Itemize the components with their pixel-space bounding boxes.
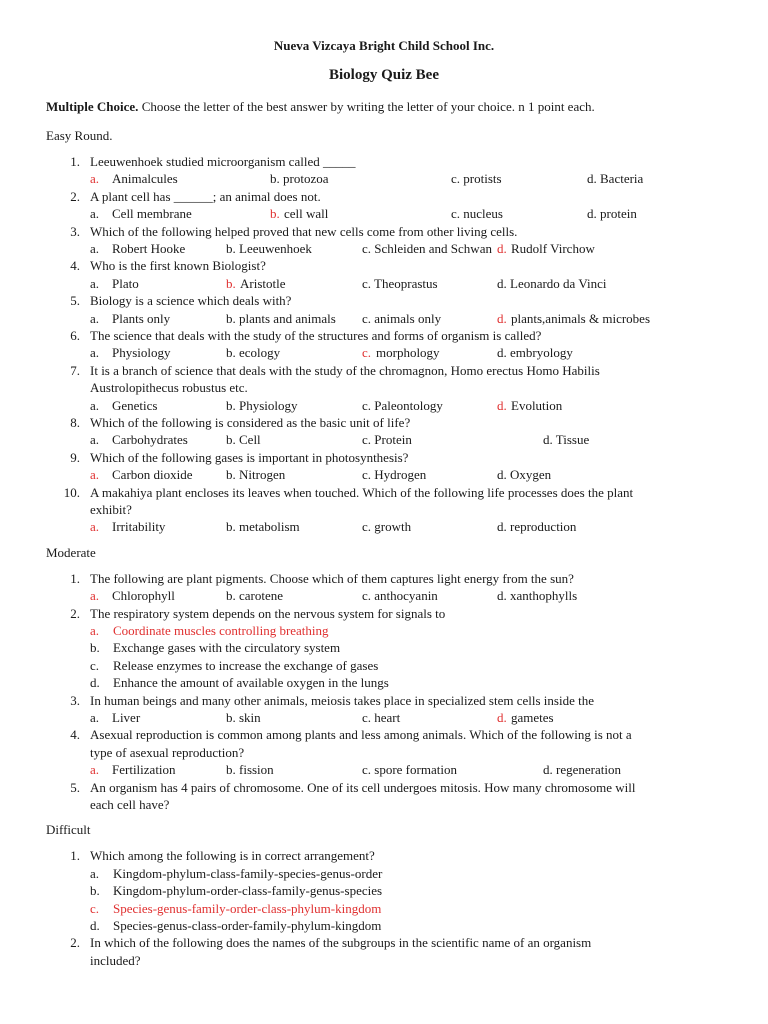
question-number: 2.: [70, 605, 80, 621]
choice-row: [0, 518, 768, 535]
choice-text: b. Leeuwenhoek: [226, 241, 312, 256]
question-number: 7.: [70, 362, 80, 378]
choice-option[interactable]: [90, 275, 139, 292]
choice-text: b. skin: [226, 709, 261, 725]
choice-row: [0, 466, 768, 483]
choice-text: d. Bacteria: [587, 171, 644, 187]
choice-text: c. nucleus: [451, 206, 503, 222]
question-text-line: The science that deals with the study of the structures and forms of organism is called?: [90, 327, 542, 343]
choice-letter: a.: [90, 171, 100, 187]
choice-option[interactable]: [0, 865, 768, 882]
choice-option[interactable]: [90, 310, 170, 327]
choice-text: c. animals only: [362, 310, 442, 326]
choice-letter: a.: [90, 432, 100, 448]
question-text-line: Who is the first known Biologist?: [90, 258, 266, 274]
choice-option[interactable]: [362, 466, 426, 483]
question-text-line: Which of the following helped proved that new cells come from other living cells.: [90, 223, 518, 239]
choice-option[interactable]: [451, 170, 502, 187]
choice-option[interactable]: [362, 761, 457, 778]
question: [0, 934, 768, 969]
quiz-content: [0, 125, 768, 969]
section-heading: Easy Round.: [46, 128, 113, 143]
choice-option[interactable]: [270, 205, 328, 222]
choice-text: b. Nitrogen: [226, 467, 286, 483]
choice-text: c. growth: [362, 519, 412, 535]
choice-text: cell wall: [284, 206, 329, 222]
choice-text: c. protists: [451, 171, 502, 187]
choice-option[interactable]: [451, 205, 503, 222]
question-text-line: The respiratory system depends on the nervous system for signals to: [90, 605, 446, 621]
question-number: 8.: [70, 414, 80, 430]
choice-letter: a.: [90, 310, 100, 326]
choice-option[interactable]: [497, 344, 573, 361]
choice-text: Irritability: [112, 519, 166, 535]
question-text-line: In which of the following does the names of the subgroups in the scientific name of an organism: [90, 935, 592, 951]
choice-option[interactable]: [226, 761, 274, 778]
choice-option[interactable]: [90, 170, 178, 187]
choice-text: Liver: [112, 709, 141, 725]
choice-option[interactable]: [0, 674, 768, 691]
choice-option[interactable]: [497, 518, 576, 535]
choice-text: Physiology: [112, 345, 171, 361]
question-text-line: Which of the following is considered as the basic unit of life?: [90, 414, 411, 430]
choice-text: c. anthocyanin: [362, 588, 438, 604]
question-number: 3.: [70, 223, 80, 239]
question: [0, 726, 768, 761]
choice-option[interactable]: [90, 761, 176, 778]
question-text-line: It is a branch of science that deals with the study of the chromagnon, Homo erectus Homo Habilis: [90, 362, 600, 378]
question: [0, 570, 768, 587]
choice-letter: d.: [497, 397, 507, 413]
choice-text: c. Hydrogen: [362, 467, 427, 483]
choice-option[interactable]: [362, 275, 438, 292]
question: [0, 484, 768, 519]
choice-row: [0, 397, 768, 414]
choice-text: d. protein: [587, 206, 637, 222]
choice-option[interactable]: [362, 344, 440, 361]
choice-text: Aristotle: [240, 275, 286, 291]
choice-text: Animalcules: [112, 171, 178, 187]
section-gap: [0, 840, 768, 847]
choice-text: Kingdom-phylum-class-family-species-genus-order: [113, 865, 383, 881]
choice-option[interactable]: [90, 587, 175, 604]
choice-option[interactable]: [0, 882, 768, 899]
choice-option[interactable]: [270, 170, 328, 187]
choice-option[interactable]: [226, 397, 298, 414]
choice-letter: a.: [90, 467, 100, 483]
choice-option[interactable]: [90, 205, 192, 222]
choice-option[interactable]: [362, 709, 400, 726]
question-number: 5.: [70, 779, 80, 795]
choice-option[interactable]: [226, 518, 300, 535]
question: [0, 779, 768, 814]
choice-row: [0, 275, 768, 292]
question-text-line: Which among the following is in correct arrangement?: [90, 848, 375, 864]
choice-text: c. Paleontology: [362, 397, 443, 413]
choice-option[interactable]: [90, 709, 140, 726]
choice-option[interactable]: [226, 240, 312, 257]
choice-option[interactable]: [226, 587, 283, 604]
choice-letter: b.: [90, 640, 100, 656]
quiz-title: Biology Quiz Bee: [329, 67, 439, 83]
choice-option[interactable]: [497, 587, 577, 604]
choice-option[interactable]: [0, 622, 768, 639]
choice-option[interactable]: [497, 709, 554, 726]
question: [0, 692, 768, 709]
choice-text: Plants only: [112, 310, 171, 326]
choice-text: b. carotene: [226, 588, 284, 604]
choice-option[interactable]: [0, 657, 768, 674]
question: [0, 292, 768, 309]
choice-text: Chlorophyll: [112, 588, 175, 604]
choice-text: d. xanthophylls: [497, 588, 578, 604]
choice-letter: a.: [90, 345, 100, 361]
choice-letter: a.: [90, 622, 100, 638]
question-number: 5.: [70, 293, 80, 309]
choice-option[interactable]: [90, 397, 157, 414]
choice-option[interactable]: [90, 344, 171, 361]
choice-letter: d.: [497, 709, 507, 725]
choice-option[interactable]: [90, 431, 188, 448]
choice-text: Plato: [112, 275, 139, 291]
question-text-line: Asexual reproduction is common among plants and less among animals. Which of the following is not a: [90, 727, 632, 743]
question-text-line: Leeuwenhoek studied microorganism called _____: [90, 154, 356, 169]
question-text-line: Which of the following gases is important in photosynthesis?: [90, 449, 409, 465]
question: [0, 414, 768, 431]
question-number: 2.: [70, 935, 80, 951]
question-text-line: A makahiya plant encloses its leaves when touched. Which of the following life processes does the plant: [90, 484, 634, 500]
choice-text: Kingdom-phylum-order-class-family-genus-species: [113, 883, 383, 899]
choice-option[interactable]: [0, 639, 768, 656]
choice-option[interactable]: [0, 917, 768, 934]
choice-letter: c.: [90, 900, 100, 916]
choice-text: Carbon dioxide: [112, 467, 193, 483]
question-text-line: Biology is a science which deals with?: [90, 293, 292, 309]
choice-letter: c.: [90, 657, 100, 673]
choice-text: Species-genus-family-order-class-phylum-kingdom: [113, 900, 382, 916]
question: [0, 153, 768, 170]
question: [0, 362, 768, 397]
choice-text: Carbohydrates: [112, 432, 188, 448]
choice-text: Exchange gases with the circulatory system: [113, 640, 341, 656]
choice-letter: a.: [90, 397, 100, 413]
instructions-label: Multiple Choice.: [46, 99, 139, 114]
choice-option[interactable]: [362, 240, 492, 257]
choice-row: [0, 709, 768, 726]
choice-text: Species-genus-class-order-family-phylum-kingdom: [113, 917, 382, 933]
question: [0, 605, 768, 622]
choice-option[interactable]: [226, 709, 261, 726]
choice-letter: d.: [90, 917, 100, 933]
choice-letter: b.: [226, 275, 236, 291]
choice-option[interactable]: [90, 518, 165, 535]
choice-letter: b.: [90, 883, 100, 899]
choice-option[interactable]: [497, 397, 562, 414]
section-heading: Difficult: [46, 822, 91, 838]
choice-option[interactable]: [0, 900, 768, 917]
question-text-line: An organism has 4 pairs of chromosome. One of its cell undergoes mitosis. How many chromosome will: [90, 779, 636, 795]
choice-text: d. Oxygen: [497, 467, 552, 483]
choice-row: [0, 344, 768, 361]
question-number: 4.: [70, 258, 80, 274]
choice-text: Enhance the amount of available oxygen in the lungs: [113, 675, 389, 691]
choice-letter: d.: [90, 675, 100, 691]
choice-letter: d.: [497, 310, 507, 326]
section-gap: [0, 146, 768, 153]
choice-option[interactable]: [497, 275, 606, 292]
choice-option[interactable]: [226, 275, 286, 292]
choice-text: b. plants and animals: [226, 310, 336, 326]
choice-text: b. ecology: [226, 345, 281, 361]
question-text-line: The following are plant pigments. Choose which of them captures light energy from the sun?: [90, 570, 574, 586]
question-number: 4.: [70, 727, 80, 743]
question-number: 1.: [70, 570, 80, 586]
choice-letter: a.: [90, 519, 100, 535]
choice-text: c. spore formation: [362, 762, 457, 778]
question-text-line: Austrolopithecus robustus etc.: [90, 380, 248, 396]
choice-option[interactable]: [362, 397, 443, 414]
choice-option[interactable]: [497, 240, 595, 257]
choice-option[interactable]: [497, 310, 650, 327]
section-heading: Moderate: [46, 544, 96, 560]
question-text-line: type of asexual reproduction?: [90, 744, 245, 760]
choice-letter: a.: [90, 865, 100, 881]
choice-letter: a.: [90, 206, 100, 222]
choice-text: d. embryology: [497, 345, 573, 361]
choice-row: [0, 240, 768, 257]
choice-text: c. heart: [362, 709, 401, 725]
choice-letter: a.: [90, 241, 100, 256]
choice-letter: b.: [270, 206, 280, 222]
choice-text: b. Cell: [226, 432, 261, 448]
choice-text: d. Leonardo da Vinci: [497, 275, 607, 291]
choice-row: [0, 761, 768, 778]
choice-option[interactable]: [362, 518, 411, 535]
question-number: 1.: [70, 154, 80, 169]
question: [0, 449, 768, 466]
question-number: 9.: [70, 449, 80, 465]
question: [0, 327, 768, 344]
choice-text: Fertilization: [112, 762, 176, 778]
choice-text: b. metabolism: [226, 519, 300, 535]
choice-text: morphology: [376, 345, 440, 361]
question-text-line: exhibit?: [90, 501, 132, 517]
question-number: 2.: [70, 188, 80, 204]
choice-letter: a.: [90, 709, 100, 725]
school-name: Nueva Vizcaya Bright Child School Inc.: [273, 38, 495, 53]
instructions: [46, 99, 595, 115]
choice-letter: d.: [497, 241, 507, 256]
choice-text: b. Physiology: [226, 397, 298, 413]
choice-text: c. Schleiden and Schwan: [362, 241, 492, 256]
choice-text: Release enzymes to increase the exchange of gases: [113, 657, 379, 673]
choice-option[interactable]: [362, 431, 412, 448]
section-gap: [0, 563, 768, 570]
choice-option[interactable]: [543, 761, 621, 778]
choice-row: [0, 205, 768, 222]
choice-text: c. Theoprastus: [362, 275, 438, 291]
choice-text: b. fission: [226, 762, 274, 778]
choice-row: [0, 310, 768, 327]
choice-text: Genetics: [112, 397, 158, 413]
choice-text: Cell membrane: [112, 206, 192, 222]
question-number: 1.: [70, 848, 80, 864]
question-text-line: A plant cell has ______; an animal does not.: [90, 188, 321, 204]
choice-option[interactable]: [226, 310, 336, 327]
question-text-line: each cell have?: [90, 796, 170, 812]
question: [0, 847, 768, 864]
choice-text: plants,animals & microbes: [511, 310, 651, 326]
choice-letter: c.: [362, 345, 372, 361]
choice-letter: a.: [90, 275, 100, 291]
choice-text: Evolution: [511, 397, 563, 413]
choice-row: [0, 587, 768, 604]
question-text-line: included?: [90, 952, 141, 968]
choice-option[interactable]: [90, 240, 185, 257]
choice-text: d. regeneration: [543, 762, 621, 778]
choice-option[interactable]: [362, 310, 441, 327]
choice-option[interactable]: [90, 466, 193, 483]
choice-text: d. reproduction: [497, 519, 577, 535]
choice-option[interactable]: [587, 170, 643, 187]
question: [0, 257, 768, 274]
choice-text: b. protozoa: [270, 171, 329, 187]
choice-letter: a.: [90, 588, 100, 604]
question-text-line: In human beings and many other animals, meiosis takes place in specialized stem cells inside the: [90, 692, 594, 708]
question-number: 6.: [70, 327, 80, 343]
question-number: 10.: [63, 484, 80, 500]
choice-text: d. Tissue: [543, 432, 590, 448]
choice-letter: a.: [90, 762, 100, 778]
question: [0, 223, 768, 240]
choice-option[interactable]: [587, 205, 637, 222]
choice-text: Rudolf Virchow: [511, 241, 595, 256]
choice-option[interactable]: [362, 587, 438, 604]
choice-text: Robert Hooke: [112, 241, 186, 256]
choice-option[interactable]: [543, 431, 589, 448]
choice-row: [0, 431, 768, 448]
choice-option[interactable]: [226, 344, 280, 361]
choice-text: gametes: [511, 709, 554, 725]
choice-text: Coordinate muscles controlling breathing: [113, 622, 329, 638]
choice-option[interactable]: [226, 466, 285, 483]
choice-text: c. Protein: [362, 432, 412, 448]
question-number: 3.: [70, 692, 80, 708]
question: [0, 188, 768, 205]
choice-option[interactable]: [497, 466, 551, 483]
choice-row: [0, 170, 768, 187]
choice-option[interactable]: [226, 431, 261, 448]
instructions-text: Choose the letter of the best answer by writing the letter of your choice. n 1 point each.: [138, 99, 595, 114]
